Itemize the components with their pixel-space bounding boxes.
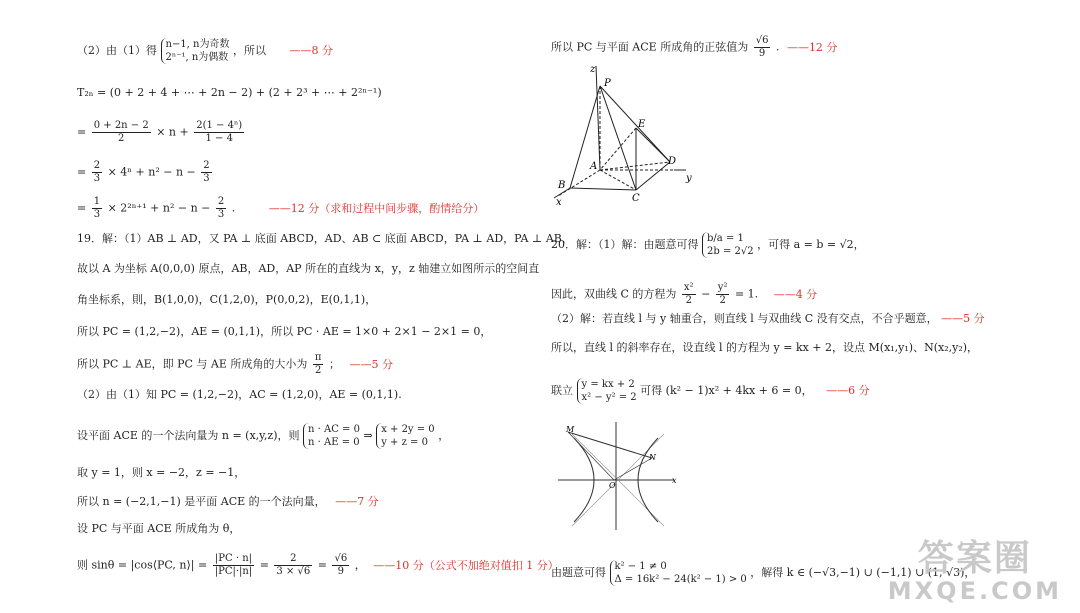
watermark-logo: 答案圈 MXQE.COM	[887, 538, 1062, 605]
sum-step-1: = $\frac{0 + 2n - 2}{2}$ × n + $\frac{\text{2(1 − 4ⁿ)}}{1 - 4}$	[77, 120, 243, 144]
hyperbola-figure	[556, 420, 686, 532]
score-mark: ——4 分	[773, 287, 818, 301]
hyp-label-O: O	[609, 481, 616, 490]
q19-line-2: 故以 A 为坐标 A(0,0,0) 原点，AB，AD，AP 所在的直线为 x，y，z 轴建立如图所示的空间直	[77, 262, 540, 275]
q19-line-11: 则 sinθ = |cos⟨PC, n⟩| = $\frac{|PC \cdot n|}{|PC|\cdot|n|}$ = $\frac{2}{3 \times √6}$ = $\frac{√6}{9}$ ， ——10 分（公式不加绝对值扣 1 分）	[77, 553, 559, 577]
fig-label-A: A	[590, 161, 598, 172]
score-mark: ——10 分（公式不加绝对值扣 1 分）	[373, 558, 559, 572]
score-mark: ——5 分	[349, 357, 393, 371]
pyramid-figure	[548, 60, 698, 206]
hyp-label-x: x	[672, 476, 677, 485]
score-mark: ——7 分	[335, 495, 379, 508]
z-axis	[596, 66, 600, 170]
q20-line-3: （2）解：若直线 l 与 y 轴重合，则直线 l 与双曲线 C 没有交点，不合乎题意， ——5 分	[551, 312, 985, 325]
hyp-label-M: M	[566, 425, 575, 434]
q19-line-8: 取 y = 1，则 x = −2，z = −1，	[77, 466, 246, 479]
q19-line-1: 19．解：（1）AB ⊥ AD，又 PA ⊥ 底面 ABCD，AD、AB ⊂ 底面 ABCD，PA ⊥ AD，PA ⊥ AB，	[77, 232, 573, 245]
fig-label-z: z	[590, 64, 596, 75]
q20-line-2: 因此，双曲线 C 的方程为 $\frac{\text{x²}}{2}$ − $\frac{\text{y²}}{2}$ = 1. ——4 分	[551, 282, 818, 306]
fig-label-B: B	[558, 180, 566, 191]
q19-line-6: （2）由（1）知 PC = (1,2,−2)，AC = (1,2,0)，AE = (0,1,1).	[77, 388, 402, 401]
q19-line-10: 设 PC 与平面 ACE 所成角为 θ，	[77, 522, 241, 535]
q20-line-4: 所以，直线 l 的斜率存在，设直线 l 的方程为 y = kx + 2，设点 M(x₁,y₁)、N(x₂,y₂)，	[551, 341, 979, 354]
hyp-label-N: N	[649, 453, 656, 462]
sum-step-3: = $\frac{1}{3}$ × 2²ⁿ⁺¹ + n² − n − $\frac{2}{3}$ . ——12 分（求和过程中间步骤，酌情给分）	[77, 196, 485, 220]
piecewise-brace: n−1, n为奇数 2ⁿ⁻¹, n为偶数	[161, 38, 230, 64]
score-mark: ——5 分	[941, 312, 985, 325]
q19-line-4: 所以 PC = (1,2,−2)，AE = (0,1,1)，所以 PC · AE = 1×0 + 2×1 − 2×1 = 0，	[77, 325, 492, 338]
fig-label-C: C	[632, 193, 640, 204]
sum-step-2: = $\frac{2}{3}$ × 4ⁿ + n² − n − $\frac{2}{3}$	[77, 160, 210, 184]
line-8-points: （2）由（1）得 n−1, n为奇数 2ⁿ⁻¹, n为偶数 ，所以 ——8 分	[77, 39, 333, 63]
q19-line-5: 所以 PC ⊥ AE，即 PC 与 AE 所成角的大小为 $\frac{\pi}{2}$ ； ——5 分	[77, 352, 393, 376]
q19-line-3: 角坐标系，則，B(1,0,0)，C(1,2,0)，P(0,0,2)，E(0,1,1)，	[77, 293, 377, 306]
q19-conclusion: 所以 PC 与平面 ACE 所成角的正弦值为 $\frac{√6}{9}$ . ——12 分	[551, 35, 838, 59]
fig-label-E: E	[638, 119, 646, 130]
sum-definition: T₂ₙ = (0 + 2 + 4 + ⋯ + 2n − 2) + (2 + 2³ + ⋯ + 2²ⁿ⁻¹)	[77, 86, 382, 99]
fig-label-P: P	[604, 78, 611, 89]
q19-line-9: 所以 n = (−2,1,−1) 是平面 ACE 的一个法向量， ——7 分	[77, 495, 379, 508]
q20-line-5: 联立 y = kx + 2 x² − y² = 2 可得 (k² − 1)x² + 4kx + 6 = 0， ——6 分	[551, 379, 870, 403]
score-mark: ——8 分	[289, 44, 333, 57]
fig-label-y: y	[686, 173, 692, 184]
score-mark: ——12 分	[786, 40, 838, 54]
score-mark: ——12 分（求和过程中间步骤，酌情给分）	[268, 201, 485, 215]
q20-line-6: 由题意可得 k² − 1 ≠ 0 Δ = 16k² − 24(k² − 1) > 0 ，解得 k ∈ (−√3,−1) ∪ (−1,1) ∪ (1, √3)，	[551, 561, 976, 585]
fig-label-D: D	[668, 156, 677, 167]
fig-label-x: x	[556, 197, 562, 206]
score-mark: ——6 分	[826, 384, 870, 397]
q19-line-7: 设平面 ACE 的一个法向量为 n = (x,y,z)，则 n · AC = 0 n · AE = 0 ⇒ x + 2y = 0 y + z = 0 ，	[77, 424, 450, 448]
q20-line-1: 20．解：（1）解：由题意可得 b/a = 1 2b = 2√2 ，可得 a = b = √2，	[551, 233, 865, 257]
